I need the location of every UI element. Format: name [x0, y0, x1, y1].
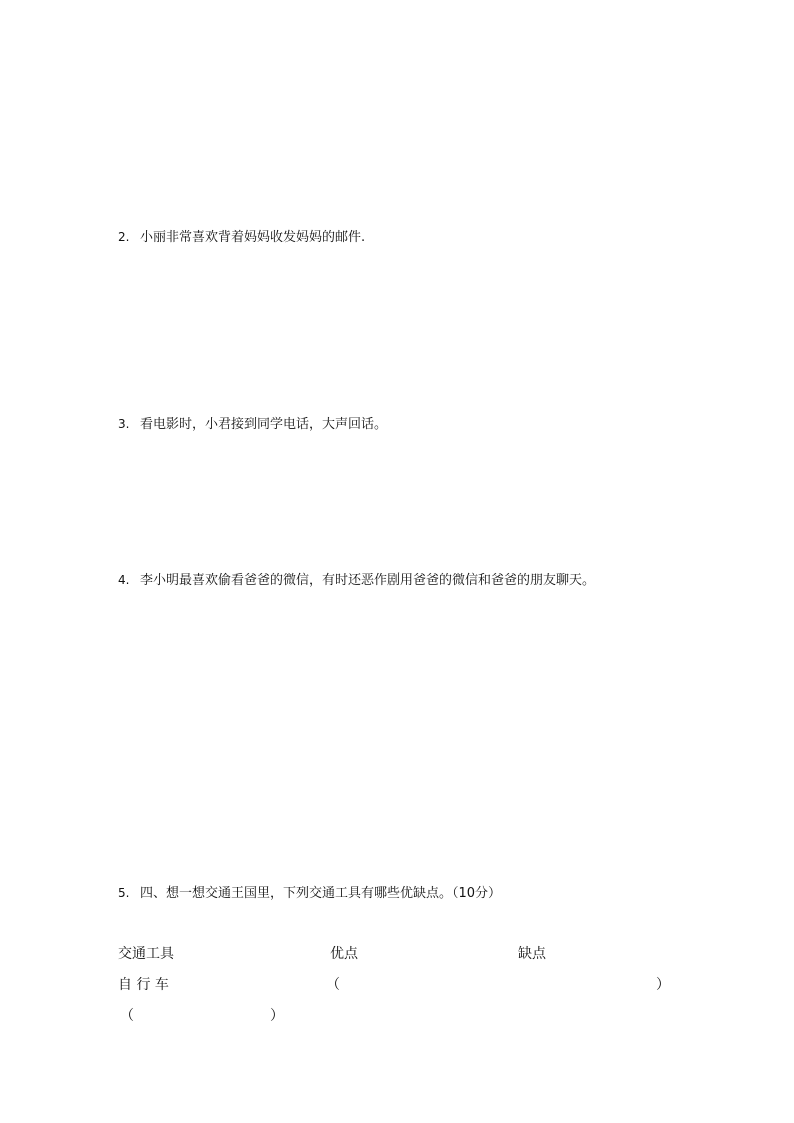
question-number: 2.	[118, 230, 130, 244]
question-text: 四、想一想交通王国里，下列交通工具有哪些优缺点。（10分）	[140, 886, 502, 901]
question-text: 小丽非常喜欢背着妈妈收发妈妈的邮件.	[140, 230, 366, 245]
question-3	[118, 415, 387, 434]
answer-close-paren: ）	[270, 1008, 284, 1024]
table-header-pros: 优点	[330, 946, 358, 962]
answer-open-paren: （	[120, 1008, 134, 1024]
table-header-cons: 缺点	[518, 946, 546, 962]
table-header-tool: 交通工具	[118, 946, 174, 962]
answer-open-paren: （	[326, 977, 340, 993]
question-number: 4.	[118, 573, 130, 587]
question-text: 看电影时，小君接到同学电话，大声回话。	[140, 417, 388, 432]
question-2	[118, 228, 365, 247]
table-row-bicycle-label: 自 行 车	[118, 977, 169, 993]
question-5	[118, 884, 501, 903]
question-number: 3.	[118, 417, 130, 431]
question-number: 5.	[118, 886, 130, 900]
answer-close-paren: ）	[656, 977, 670, 993]
question-text: 李小明最喜欢偷看爸爸的微信，有时还恶作剧用爸爸的微信和爸爸的朋友聊天。	[140, 573, 596, 588]
question-4	[118, 571, 595, 590]
